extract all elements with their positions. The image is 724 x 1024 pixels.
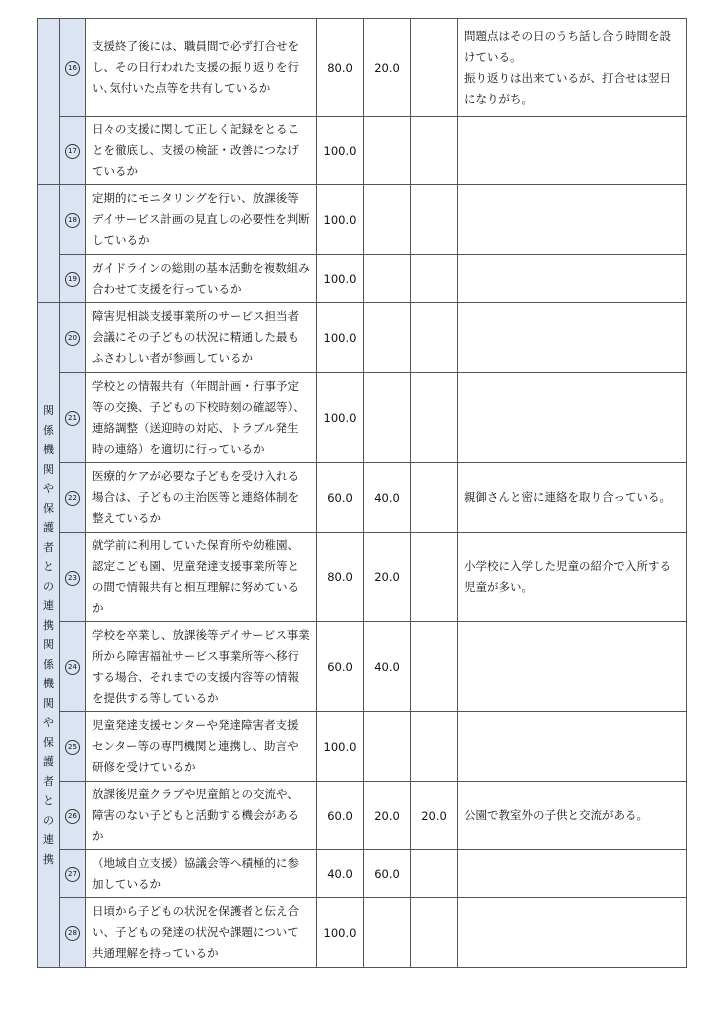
value-no-cell [411, 303, 458, 373]
value-yes-cell: 100.0 [317, 185, 364, 255]
note-cell [458, 255, 687, 303]
item-number: 23 [65, 571, 80, 586]
table-row [38, 898, 687, 968]
table-row [38, 185, 687, 255]
value-neutral-cell: 20.0 [364, 782, 411, 850]
item-text-cell: （地域自立支援）協議会等へ積極的に参加しているか [86, 850, 317, 898]
note-cell: 小学校に入学した児童の紹介で入所する児童が多い。 [458, 533, 687, 622]
note-cell [458, 850, 687, 898]
table-row [38, 255, 687, 303]
item-text-cell: 日頃から子どもの状況を保護者と伝え合い、子どもの発達の状況や課題について共通理解を持っているか [86, 898, 317, 968]
note-cell [458, 117, 687, 185]
table-row [38, 117, 687, 185]
table-row [38, 463, 687, 533]
item-text-cell: ガイドラインの総則の基本活動を複数組み合わせて支援を行っているか [86, 255, 317, 303]
table-row [38, 712, 687, 782]
category-cell [38, 19, 60, 185]
value-yes-cell: 60.0 [317, 782, 364, 850]
item-number-cell [60, 850, 86, 898]
value-no-cell [411, 898, 458, 968]
value-no-cell [411, 117, 458, 185]
item-number-cell [60, 255, 86, 303]
value-neutral-cell: 20.0 [364, 19, 411, 117]
item-text-cell: 支援終了後には、職員間で必ず打合せをし、その日行われた支援の振り返りを行い､気付いた点等を共有しているか [86, 19, 317, 117]
item-number-cell [60, 117, 86, 185]
item-number: 20 [65, 331, 80, 346]
value-neutral-cell: 20.0 [364, 533, 411, 622]
item-number: 24 [65, 660, 80, 675]
item-number-cell [60, 185, 86, 255]
item-text-cell: 放課後児童クラブや児童館との交流や、障害のない子どもと活動する機会があるか [86, 782, 317, 850]
value-yes-cell: 100.0 [317, 255, 364, 303]
item-number-cell [60, 533, 86, 622]
item-text-cell: 学校との情報共有（年間計画・行事予定等の交換、子どもの下校時刻の確認等）、連絡調整（送迎時の対応、トラブル発生時の連絡）を適切に行っているか [86, 373, 317, 463]
item-number: 19 [65, 272, 80, 287]
value-yes-cell: 100.0 [317, 898, 364, 968]
category-label: 関 係 機 関 や 保 護 者 と の 連 携 関 係 機 関 や 保 護 者 と の 連 携 [43, 404, 54, 866]
value-no-cell [411, 622, 458, 712]
value-no-cell [411, 712, 458, 782]
value-neutral-cell [364, 712, 411, 782]
item-number-cell [60, 19, 86, 117]
value-no-cell [411, 850, 458, 898]
value-no-cell [411, 533, 458, 622]
item-number-cell [60, 712, 86, 782]
value-yes-cell: 80.0 [317, 533, 364, 622]
value-no-cell [411, 185, 458, 255]
value-neutral-cell [364, 898, 411, 968]
item-number: 28 [65, 926, 80, 941]
value-yes-cell: 100.0 [317, 373, 364, 463]
value-yes-cell: 100.0 [317, 712, 364, 782]
value-neutral-cell [364, 303, 411, 373]
value-yes-cell: 100.0 [317, 117, 364, 185]
item-number: 17 [65, 144, 80, 159]
item-number-cell [60, 782, 86, 850]
value-yes-cell: 40.0 [317, 850, 364, 898]
note-cell [458, 622, 687, 712]
value-neutral-cell [364, 373, 411, 463]
item-number-cell [60, 898, 86, 968]
item-number: 21 [65, 411, 80, 426]
value-no-cell [411, 19, 458, 117]
item-number: 22 [65, 491, 80, 506]
value-no-cell [411, 255, 458, 303]
note-cell: 親御さんと密に連絡を取り合っている。 [458, 463, 687, 533]
table-row [38, 303, 687, 373]
item-text-cell: 児童発達支援センターや発達障害者支援センター等の専門機関と連携し、助言や研修を受けているか [86, 712, 317, 782]
item-text-cell: 定期的にモニタリングを行い、放課後等デイサービス計画の見直しの必要性を判断しているか [86, 185, 317, 255]
value-no-cell: 20.0 [411, 782, 458, 850]
item-number-cell [60, 622, 86, 712]
value-neutral-cell: 40.0 [364, 463, 411, 533]
item-number-cell [60, 303, 86, 373]
value-no-cell [411, 463, 458, 533]
value-neutral-cell [364, 117, 411, 185]
item-number: 26 [65, 809, 80, 824]
item-text-cell: 学校を卒業し、放課後等デイサービス事業所から障害福祉サービス事業所等へ移行する場合、それまでの支援内容等の情報を提供する等しているか [86, 622, 317, 712]
evaluation-table [37, 18, 687, 968]
value-yes-cell: 80.0 [317, 19, 364, 117]
table-row [38, 373, 687, 463]
value-neutral-cell: 60.0 [364, 850, 411, 898]
value-neutral-cell: 40.0 [364, 622, 411, 712]
item-number: 18 [65, 213, 80, 228]
note-cell [458, 373, 687, 463]
value-yes-cell: 60.0 [317, 622, 364, 712]
item-number: 16 [65, 61, 80, 76]
value-no-cell [411, 373, 458, 463]
table-row [38, 533, 687, 622]
item-text-cell: 就学前に利用していた保育所や幼稚園、認定こども園、児童発達支援事業所等との間で情報共有と相互理解に努めているか [86, 533, 317, 622]
item-number: 27 [65, 867, 80, 882]
value-neutral-cell [364, 255, 411, 303]
value-yes-cell: 60.0 [317, 463, 364, 533]
value-yes-cell: 100.0 [317, 303, 364, 373]
item-number: 25 [65, 740, 80, 755]
item-text-cell: 医療的ケアが必要な子どもを受け入れる場合は、子どもの主治医等と連絡体制を整えているか [86, 463, 317, 533]
note-cell: 問題点はその日のうち話し合う時間を設けている。 振り返りは出来ているが、打合せは翌日になりがち。 [458, 19, 687, 117]
item-number-cell [60, 373, 86, 463]
value-neutral-cell [364, 185, 411, 255]
table-row [38, 19, 687, 117]
category-cell [38, 303, 60, 968]
note-cell [458, 712, 687, 782]
table-row [38, 622, 687, 712]
note-cell: 公園で教室外の子供と交流がある。 [458, 782, 687, 850]
table-row [38, 782, 687, 850]
item-text-cell: 日々の支援に関して正しく記録をとることを徹底し、支援の検証・改善につなげているか [86, 117, 317, 185]
table-row [38, 850, 687, 898]
item-number-cell [60, 463, 86, 533]
note-cell [458, 898, 687, 968]
category-cell [38, 185, 60, 303]
note-cell [458, 185, 687, 255]
note-cell [458, 303, 687, 373]
item-text-cell: 障害児相談支援事業所のサービス担当者会議にその子どもの状況に精通した最もふさわしい者が参画しているか [86, 303, 317, 373]
